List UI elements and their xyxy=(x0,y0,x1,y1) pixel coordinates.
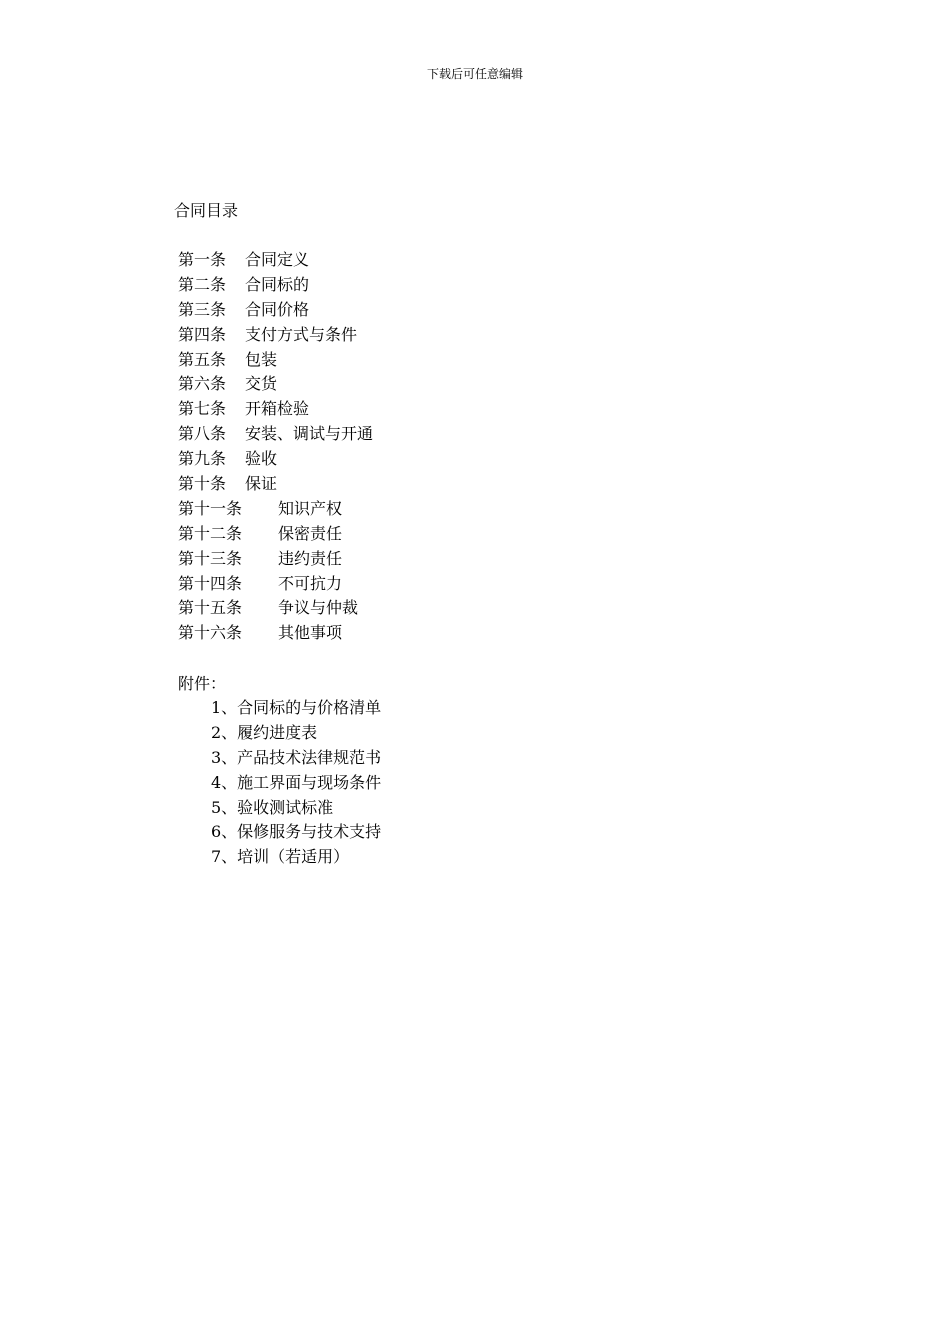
article-title: 不可抗力 xyxy=(278,573,343,593)
annex-item: 2、履约进度表 xyxy=(211,722,318,742)
annex-item: 1、合同标的与价格清单 xyxy=(211,698,382,717)
article-item xyxy=(178,497,373,522)
article-number: 第五条 xyxy=(178,349,227,369)
article-item xyxy=(178,547,373,572)
article-number: 第十四条 xyxy=(178,573,243,593)
article-item xyxy=(178,323,373,348)
document-title: 合同目录 xyxy=(174,201,239,220)
article-number: 第三条 xyxy=(178,299,227,319)
article-title: 包装 xyxy=(245,349,278,369)
article-number: 第十六条 xyxy=(178,623,243,643)
article-item xyxy=(178,447,373,472)
article-item xyxy=(178,348,373,373)
article-number: 第六条 xyxy=(178,374,227,394)
annex-list xyxy=(211,696,381,870)
article-number: 第十三条 xyxy=(178,548,243,568)
article-title: 知识产权 xyxy=(278,498,343,518)
annex-item: 3、产品技术法律规范书 xyxy=(211,747,382,767)
annex-item: 4、施工界面与现场条件 xyxy=(211,772,382,792)
article-title: 合同定义 xyxy=(245,250,310,269)
article-title: 其他事项 xyxy=(278,623,343,643)
article-title: 合同价格 xyxy=(245,299,310,319)
article-title: 验收 xyxy=(245,449,278,469)
header-note: 下载后可任意编辑 xyxy=(426,67,523,81)
article-title: 争议与仲裁 xyxy=(278,598,359,618)
article-item xyxy=(178,248,373,273)
article-item xyxy=(178,298,373,323)
article-number: 第十五条 xyxy=(178,598,243,618)
article-item xyxy=(178,372,373,397)
article-number: 第十二条 xyxy=(178,523,243,543)
annex-item: 6、保修服务与技术支持 xyxy=(211,822,382,842)
article-number: 第四条 xyxy=(178,324,227,344)
article-item xyxy=(178,273,373,298)
article-title: 保证 xyxy=(245,474,278,494)
article-number: 第七条 xyxy=(178,399,227,419)
article-title: 支付方式与条件 xyxy=(245,324,358,344)
article-item xyxy=(178,522,373,547)
annex-item: 5、验收测试标准 xyxy=(211,797,334,817)
article-number: 第十一条 xyxy=(178,498,243,518)
article-item xyxy=(178,472,373,497)
article-number: 第十条 xyxy=(178,474,227,494)
article-title: 交货 xyxy=(245,374,278,394)
article-item xyxy=(178,621,373,646)
article-item xyxy=(178,596,373,621)
article-list xyxy=(178,248,373,646)
annex-item: 7、培训（若适用） xyxy=(211,847,350,867)
article-title: 开箱检验 xyxy=(245,399,310,419)
article-number: 第九条 xyxy=(178,449,227,469)
article-title: 合同标的 xyxy=(245,274,310,294)
article-number: 第二条 xyxy=(178,274,227,294)
article-item xyxy=(178,422,373,447)
article-item xyxy=(178,397,373,422)
article-item xyxy=(178,572,373,597)
article-title: 违约责任 xyxy=(278,548,343,568)
article-number: 第一条 xyxy=(178,250,227,269)
article-number: 第八条 xyxy=(178,424,227,444)
article-title: 安装、调试与开通 xyxy=(245,424,374,444)
annex-heading: 附件： xyxy=(178,674,227,693)
article-title: 保密责任 xyxy=(278,523,343,543)
